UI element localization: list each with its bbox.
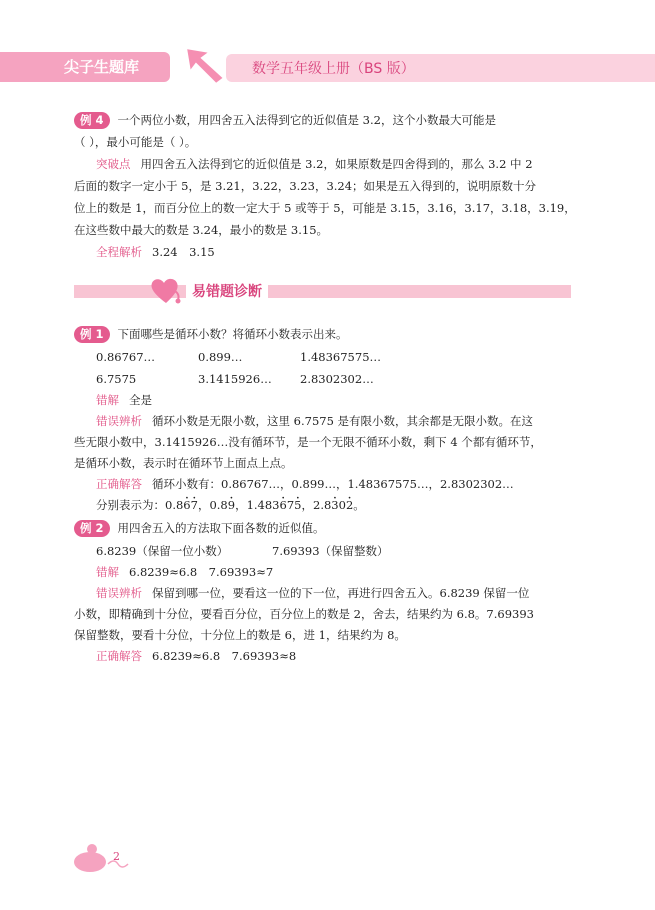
ex1-number: 0.86767… bbox=[96, 350, 156, 364]
ex4-answer-line bbox=[96, 242, 215, 262]
ex4-answer: 3.24 3.15 bbox=[152, 245, 215, 259]
ex4-badge: 例 4 bbox=[74, 112, 110, 129]
decimal-part: 0.8 bbox=[209, 498, 228, 512]
ex1-analysis-label: 错误辨析 bbox=[96, 414, 142, 428]
heart-stethoscope-icon bbox=[148, 276, 184, 306]
ex4-key-text1: 用四舍五入法得到它的近似值是 3.2，如果原数是四舍得到的，那么 3.2 中 2 bbox=[140, 157, 533, 171]
ex1-correct-label: 正确解答 bbox=[96, 477, 142, 491]
repeating-decimal bbox=[209, 498, 246, 512]
ex4-key-line2: 后面的数字一定小于 5，是 3.21，3.22，3.23，3.24；如果是五入得到的，说明原数十分 bbox=[74, 179, 537, 193]
ex1-wrong-answer: 全是 bbox=[129, 393, 152, 407]
ex2-analysis-line3: 保留整数，要看十分位，十分位上的数是 6，进 1，结果约为 8。 bbox=[74, 628, 406, 642]
ex1-number: 1.48367575… bbox=[300, 350, 382, 364]
ex4-key-label: 突破点 bbox=[96, 157, 131, 171]
decimal-part: 1.483 bbox=[246, 498, 280, 512]
ex1-badge: 例 1 bbox=[74, 326, 110, 343]
repeating-digit: · 6 bbox=[183, 498, 190, 512]
ex1-correct-line2 bbox=[96, 495, 365, 515]
ex1-analysis-line2: 些无限小数中，3.1415926…没有循环节，是一个无限不循环小数，剩下 4 个都有循环节， bbox=[74, 435, 542, 449]
ex1-correct-line1 bbox=[96, 474, 514, 494]
ex4-question-line1 bbox=[74, 110, 496, 130]
ex1-number: 3.1415926… bbox=[198, 372, 272, 386]
ex2-question-text: 用四舍五入的方法取下面各数的近似值。 bbox=[117, 521, 325, 535]
ex1-analysis-text1: 循环小数是无限小数，这里 6.7575 是有限小数，其余都是无限小数。在这 bbox=[152, 414, 534, 428]
ex4-answer-label: 全程解析 bbox=[96, 245, 142, 259]
ex1-question-line bbox=[74, 324, 348, 344]
repeating-digit: · 3 bbox=[331, 498, 338, 512]
ex2-item1: 6.8239（保留一位小数） bbox=[96, 544, 229, 558]
header-right-banner bbox=[226, 54, 655, 82]
ex1-analysis-line3: 是循环小数，表示时在循环节上面点上点。 bbox=[74, 456, 293, 470]
ex2-wrong-answer: 6.8239≈6.8 7.69393≈7 bbox=[129, 565, 274, 579]
decimal-part: 0.8 bbox=[165, 498, 184, 512]
decimal-part: ， bbox=[235, 498, 247, 512]
repeating-digit: · 2 bbox=[346, 498, 353, 512]
ex1-wrong-line bbox=[96, 390, 152, 410]
ex2-analysis-line1 bbox=[96, 583, 529, 603]
repeating-decimal bbox=[165, 498, 209, 512]
header-left-banner bbox=[0, 52, 170, 82]
ex4-question-line2: （ ），最小可能是（ ）。 bbox=[74, 135, 197, 149]
repeating-digit: · 9 bbox=[228, 498, 235, 512]
ex2-question-line bbox=[74, 518, 325, 538]
repeating-digit: · 5 bbox=[294, 498, 301, 512]
repeating-digit: · 6 bbox=[280, 498, 287, 512]
ex1-number: 2.8302302… bbox=[300, 372, 374, 386]
decimal-part: 7 bbox=[286, 498, 295, 512]
ex1-correct-prefix: 分别表示为： bbox=[96, 498, 165, 512]
ex1-wrong-label: 错解 bbox=[96, 393, 119, 407]
ex2-badge: 例 2 bbox=[74, 520, 110, 537]
decimal-part: 2.8 bbox=[313, 498, 332, 512]
ex4-key-line1 bbox=[96, 154, 533, 174]
ex2-correct-label: 正确解答 bbox=[96, 649, 142, 663]
decimal-part: 。 bbox=[353, 498, 365, 512]
ex2-item2: 7.69393（保留整数） bbox=[272, 544, 389, 558]
ex2-wrong-line bbox=[96, 562, 273, 582]
ex1-correct-text1: 循环小数有：0.86767…，0.899…，1.48367575…，2.8302302… bbox=[152, 477, 514, 491]
decimal-part: 0 bbox=[338, 498, 346, 512]
ex1-question-text: 下面哪些是循环小数？将循环小数表示出来。 bbox=[117, 327, 348, 341]
arrow-icon bbox=[180, 44, 230, 88]
ex2-analysis-line2: 小数，即精确到十分位，要看百分位，百分位上的数是 2，舍去，结果约为 6.8。7.69393 bbox=[74, 607, 534, 621]
repeating-digit: · 7 bbox=[191, 498, 198, 512]
ex4-key-line4: 在这些数中最大的数是 3.24，最小的数是 3.15。 bbox=[74, 223, 329, 237]
ex4-question-text: 一个两位小数，用四舍五入法得到它的近似值是 3.2，这个小数最大可能是 bbox=[117, 113, 496, 127]
ex2-analysis-label: 错误辨析 bbox=[96, 586, 142, 600]
ex1-number: 0.899… bbox=[198, 350, 243, 364]
ex1-number: 6.7575 bbox=[96, 372, 137, 386]
ex2-correct-line bbox=[96, 646, 296, 666]
decimal-part: ， bbox=[197, 498, 210, 512]
book-subject-title: 数学五年级上册（BS 版） bbox=[252, 61, 415, 77]
page-number: 2 bbox=[113, 850, 120, 863]
ex1-analysis-line1 bbox=[96, 411, 533, 431]
ex2-analysis-text1: 保留到哪一位，要看这一位的下一位，再进行四舍五入。6.8239 保留一位 bbox=[152, 586, 530, 600]
book-series-title: 尖子生题库 bbox=[64, 58, 140, 76]
footer-decoration-icon bbox=[68, 840, 132, 874]
section-title: 易错题诊断 bbox=[186, 281, 268, 301]
repeating-decimal-list bbox=[165, 498, 365, 512]
repeating-decimal bbox=[247, 498, 313, 512]
ex2-correct-answer: 6.8239≈6.8 7.69393≈8 bbox=[152, 649, 297, 663]
ex2-wrong-label: 错解 bbox=[96, 565, 119, 579]
decimal-part: ， bbox=[301, 498, 313, 512]
ex4-key-line3: 位上的数是 1，而百分位上的数一定大于 5 或等于 5，可能是 3.15，3.16，3.17，3.18，3.19， bbox=[74, 201, 576, 215]
repeating-decimal bbox=[313, 498, 365, 512]
